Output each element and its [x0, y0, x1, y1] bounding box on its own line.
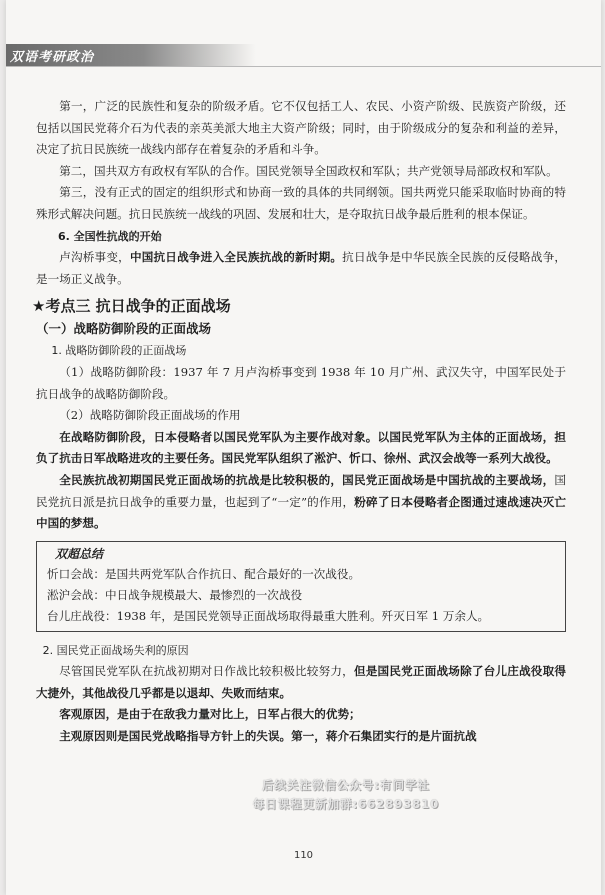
paragraph-3: 第三，没有正式的固定的组织形式和协商一致的具体的共同纲领。国共两党只能采取临时协商的特殊形式解决问题。抗日民族统一战线的巩固、发展和壮大，是夺取抗日战争最后胜利的根本保证。: [36, 185, 566, 221]
part-2-paragraph-2: 客观原因，是由于在敌我力量对比上，日军占很大的优势；: [59, 707, 361, 722]
section-6-rest: 抗日战争是中华民族全民族的反侵略战争，是一场正义战争。: [36, 250, 566, 286]
watermark-line-2: 每日课程更新加群:662893810: [252, 797, 440, 811]
section-6-bold: 中国抗日战争进入全民族抗战的新时期。: [129, 250, 343, 265]
header-divider: [6, 66, 601, 67]
summary-box: [36, 541, 566, 632]
paragraph-1: 第一，广泛的民族性和复杂的阶级矛盾。它不仅包括工人、农民、小资产阶级、民族资产阶级，还包括以国民党蒋介石为代表的亲英美派大地主大资产阶级；同时，由于阶级成分的复杂和利益的差异，决定了抗日民族统一战线内部存在着复杂的矛盾和斗争。: [36, 99, 566, 157]
part-1-heading: （一）战略防御阶段的正面战场: [36, 321, 212, 337]
page: [6, 0, 601, 895]
part-1-sub-1: 1. 战略防御阶段的正面战场: [51, 344, 187, 358]
part-1-item-2-bold: 全民族抗战初期国民党正面战场的抗战是比较积极的，国民党正面战场是中国抗战的主要战场，: [59, 472, 555, 487]
part-1-item-1: [36, 362, 566, 405]
watermark-line-1: 后续关注微信公众号:有间学社: [261, 778, 431, 792]
content: [32, 96, 566, 748]
paragraph-2: 第二，国共双方有政权有军队的合作。国民党领导全国政权和军队；共产党领导局部政权和军队。: [59, 163, 558, 178]
summary-line: 淞沪会战：中日战争规模最大、最惨烈的一次战役: [47, 587, 303, 602]
page-number: 110: [293, 850, 314, 861]
section-6-lead: 卢沟桥事变，: [59, 250, 130, 265]
section-6-paragraph: [36, 247, 566, 290]
header-title: 双语考研政治: [10, 50, 95, 65]
kaodian-title: ★考点三 抗日战争的正面战场: [32, 297, 231, 316]
part-1-item-1-text: 1937 年 7 月卢沟桥事变到 1938 年 10 月广州、武汉失守，中国军民处于抗日战争的战略防御阶段。: [36, 364, 566, 401]
part-2-paragraph-1: [36, 661, 566, 704]
part-2-heading: 2. 国民党正面战场失利的原因: [42, 643, 189, 657]
part-1-item-2-end: 粉碎了日本侵略者企图通过速战速决灭亡中国的梦想。: [36, 494, 566, 531]
watermark: [226, 776, 466, 814]
part-2-paragraph-3: 主观原因则是国民党战略指导方针上的失误。第一，蒋介石集团实行的是片面抗战: [59, 729, 477, 744]
summary-title: 双超总结: [55, 546, 104, 561]
summary-line: 台儿庄战役：1938 年，是国民党领导正面战场取得最重大胜利。歼灭日军 1 万余人。: [47, 608, 490, 623]
part-1-item-2-heading: （2）战略防御阶段正面战场的作用: [59, 408, 241, 423]
header-band: [6, 44, 256, 66]
part-1-item-2-paragraph-2: [36, 470, 566, 535]
summary-line: 忻口会战：是国共两党军队合作抗日、配合最好的一次战役。: [47, 566, 361, 581]
part-1-item-1-label: （1）战略防御阶段：: [59, 364, 174, 379]
part-2-p1-normal: 尽管国民党军队在抗战初期对日作战比较积极比较努力，: [59, 664, 354, 679]
part-1-item-2-mid: 国民党抗日派是抗日战争的重要力量，也起到了“一定”的作用，: [36, 472, 566, 509]
part-2-p1-bold: 但是国民党正面战场除了台儿庄战役取得大捷外，其他战役几乎都是以退却、失败而结束。: [36, 664, 566, 700]
section-6-heading: 6. 全国性抗战的开始: [58, 229, 162, 243]
part-1-item-2-paragraph-1: 在战略防御阶段，日本侵略者以国民党军队为主要作战对象。以国民党军队为主体的正面战场，担负了抗击日军战略进攻的主要任务。国民党军队组织了淞沪、忻口、徐州、武汉会战等一系列大战役。: [36, 429, 566, 466]
